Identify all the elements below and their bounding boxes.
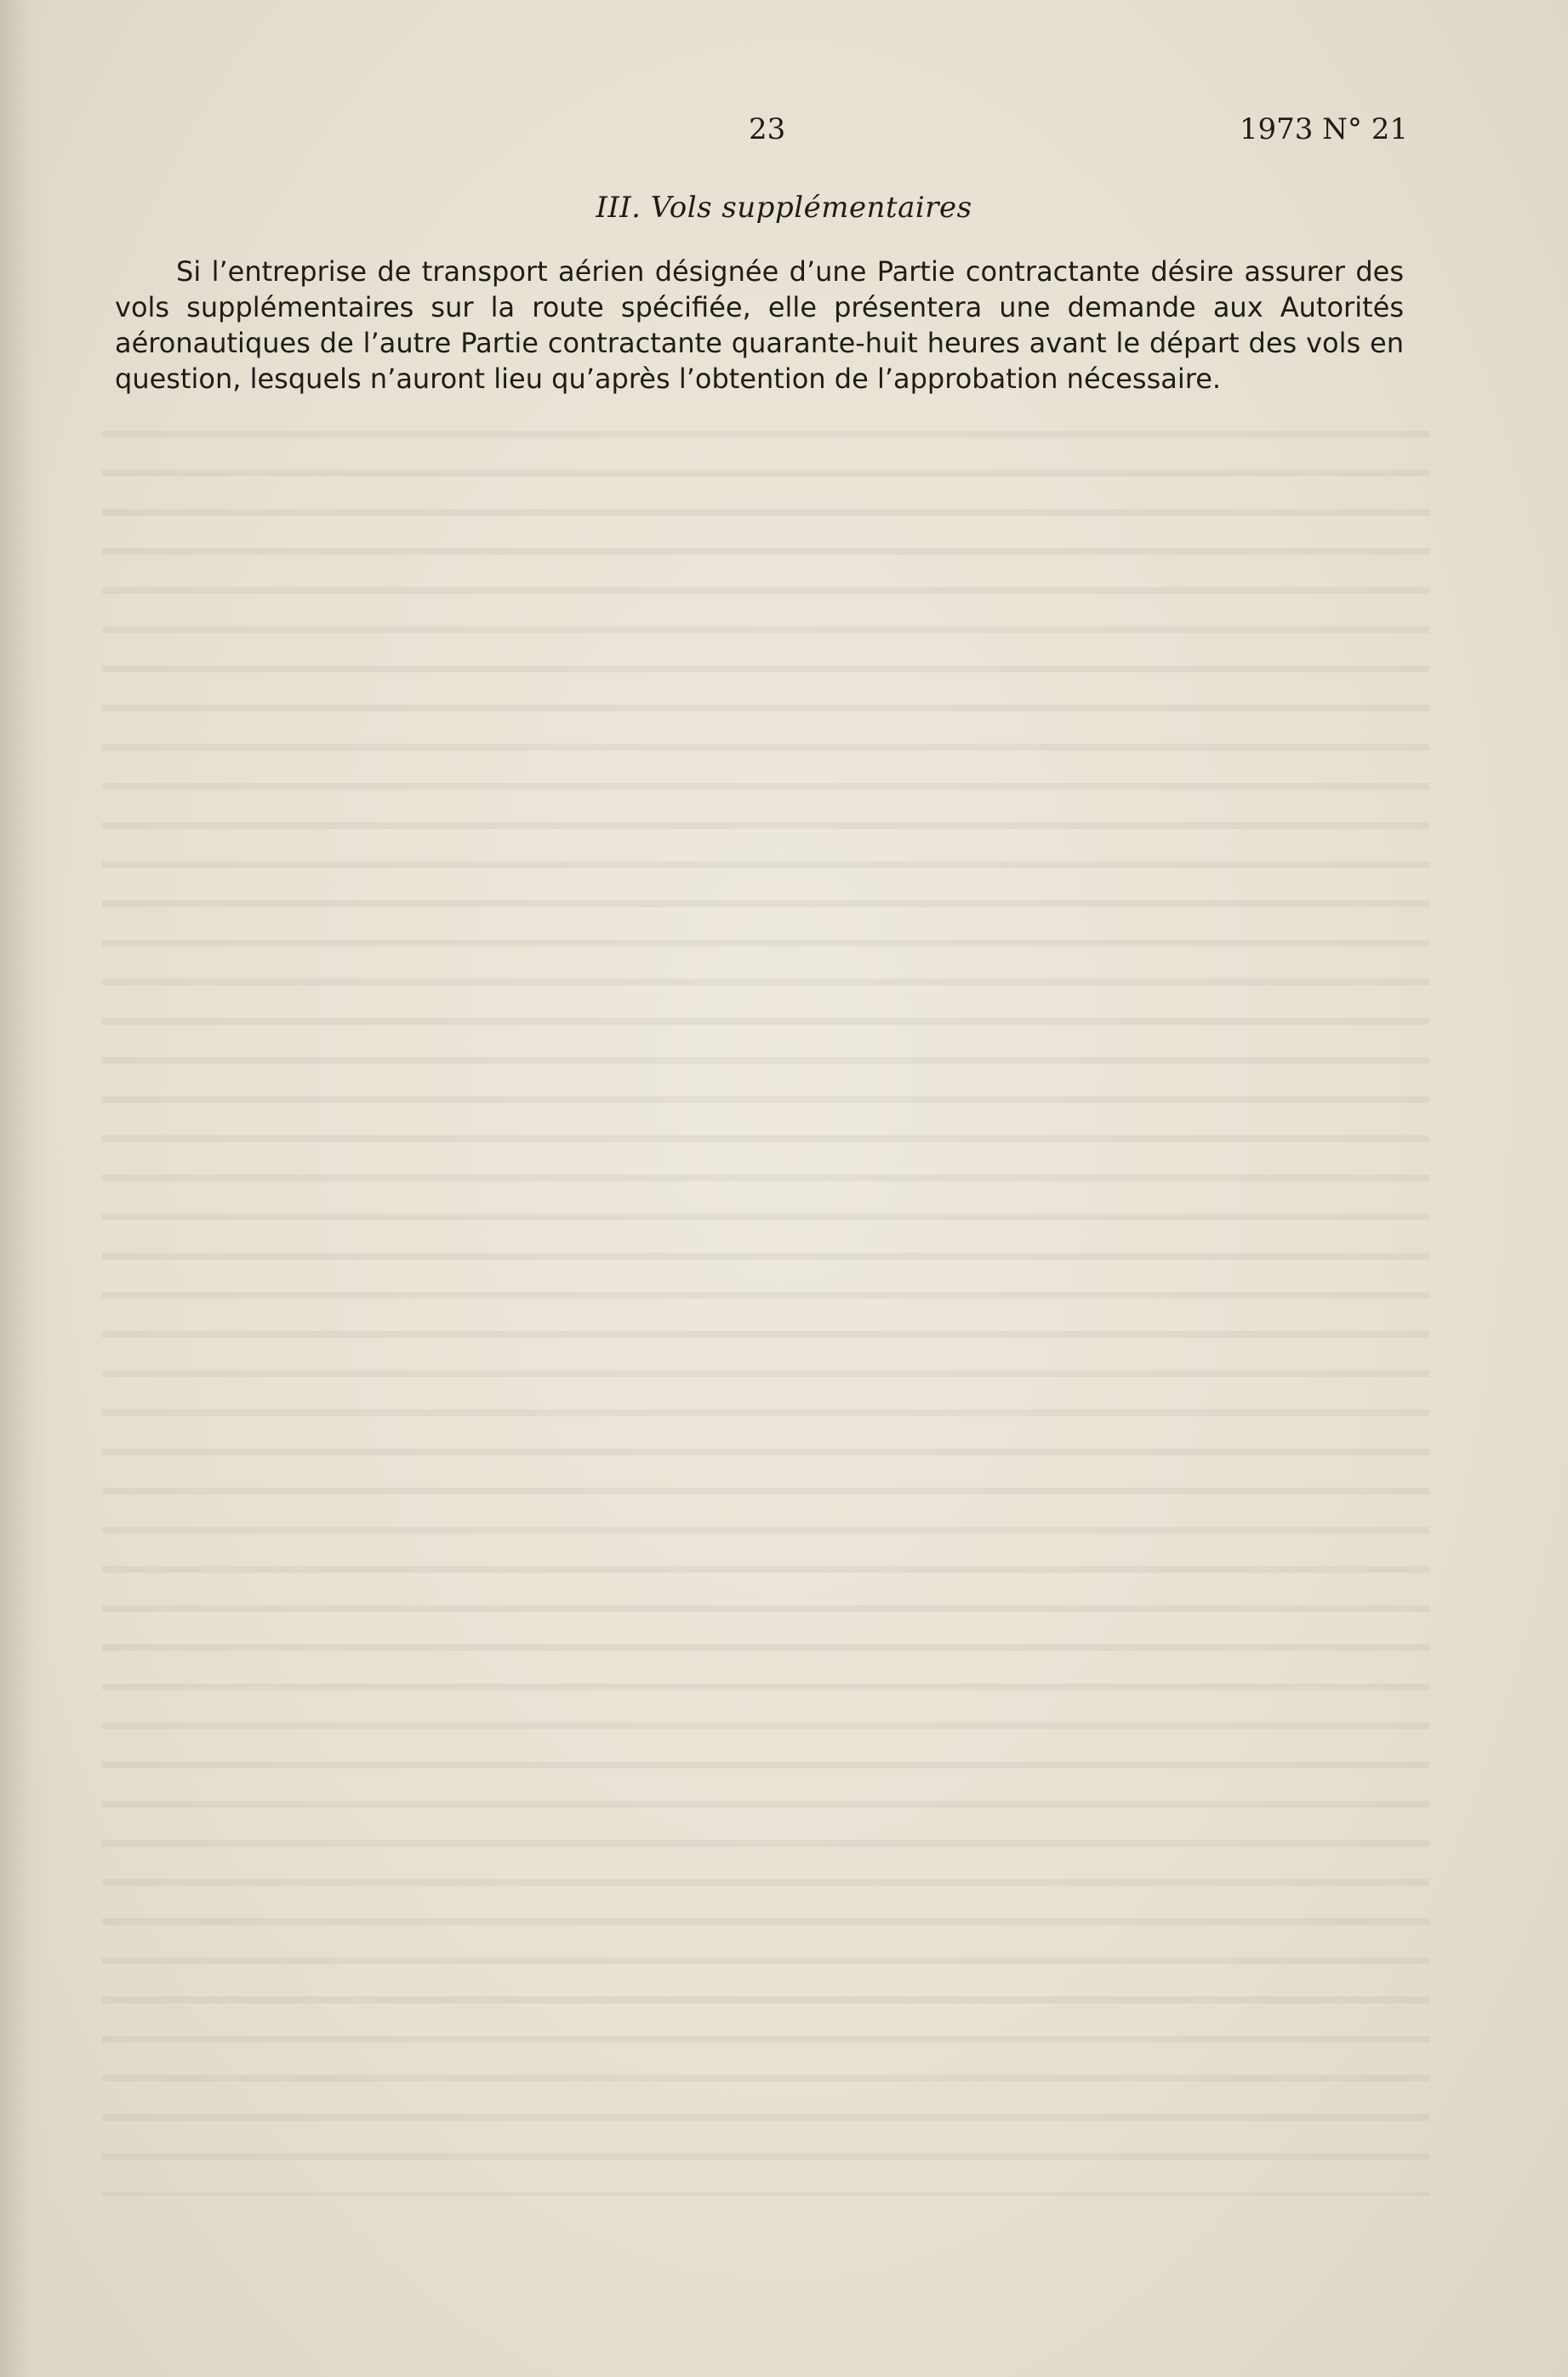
reverse-side-show-through	[102, 409, 1429, 2196]
page-number: 23	[749, 112, 786, 146]
section-paragraph: Si l’entreprise de transport aérien désignée d’une Partie contractante désire assurer des vols supplémentaires sur la route spécifiée, elle présentera une demande aux Autorités aéronautiques de l’autre Partie contractante quarante-huit heures avant le départ des vols en question, lesquels n’auront lieu qu’après l’obtention de l’approbation nécessaire.	[115, 255, 1404, 395]
binding-gutter-shadow	[0, 0, 51, 2377]
document-reference: 1973 N° 21	[1239, 112, 1408, 146]
section-heading: III. Vols supplémentaires	[596, 191, 972, 225]
page-header	[115, 112, 1408, 155]
